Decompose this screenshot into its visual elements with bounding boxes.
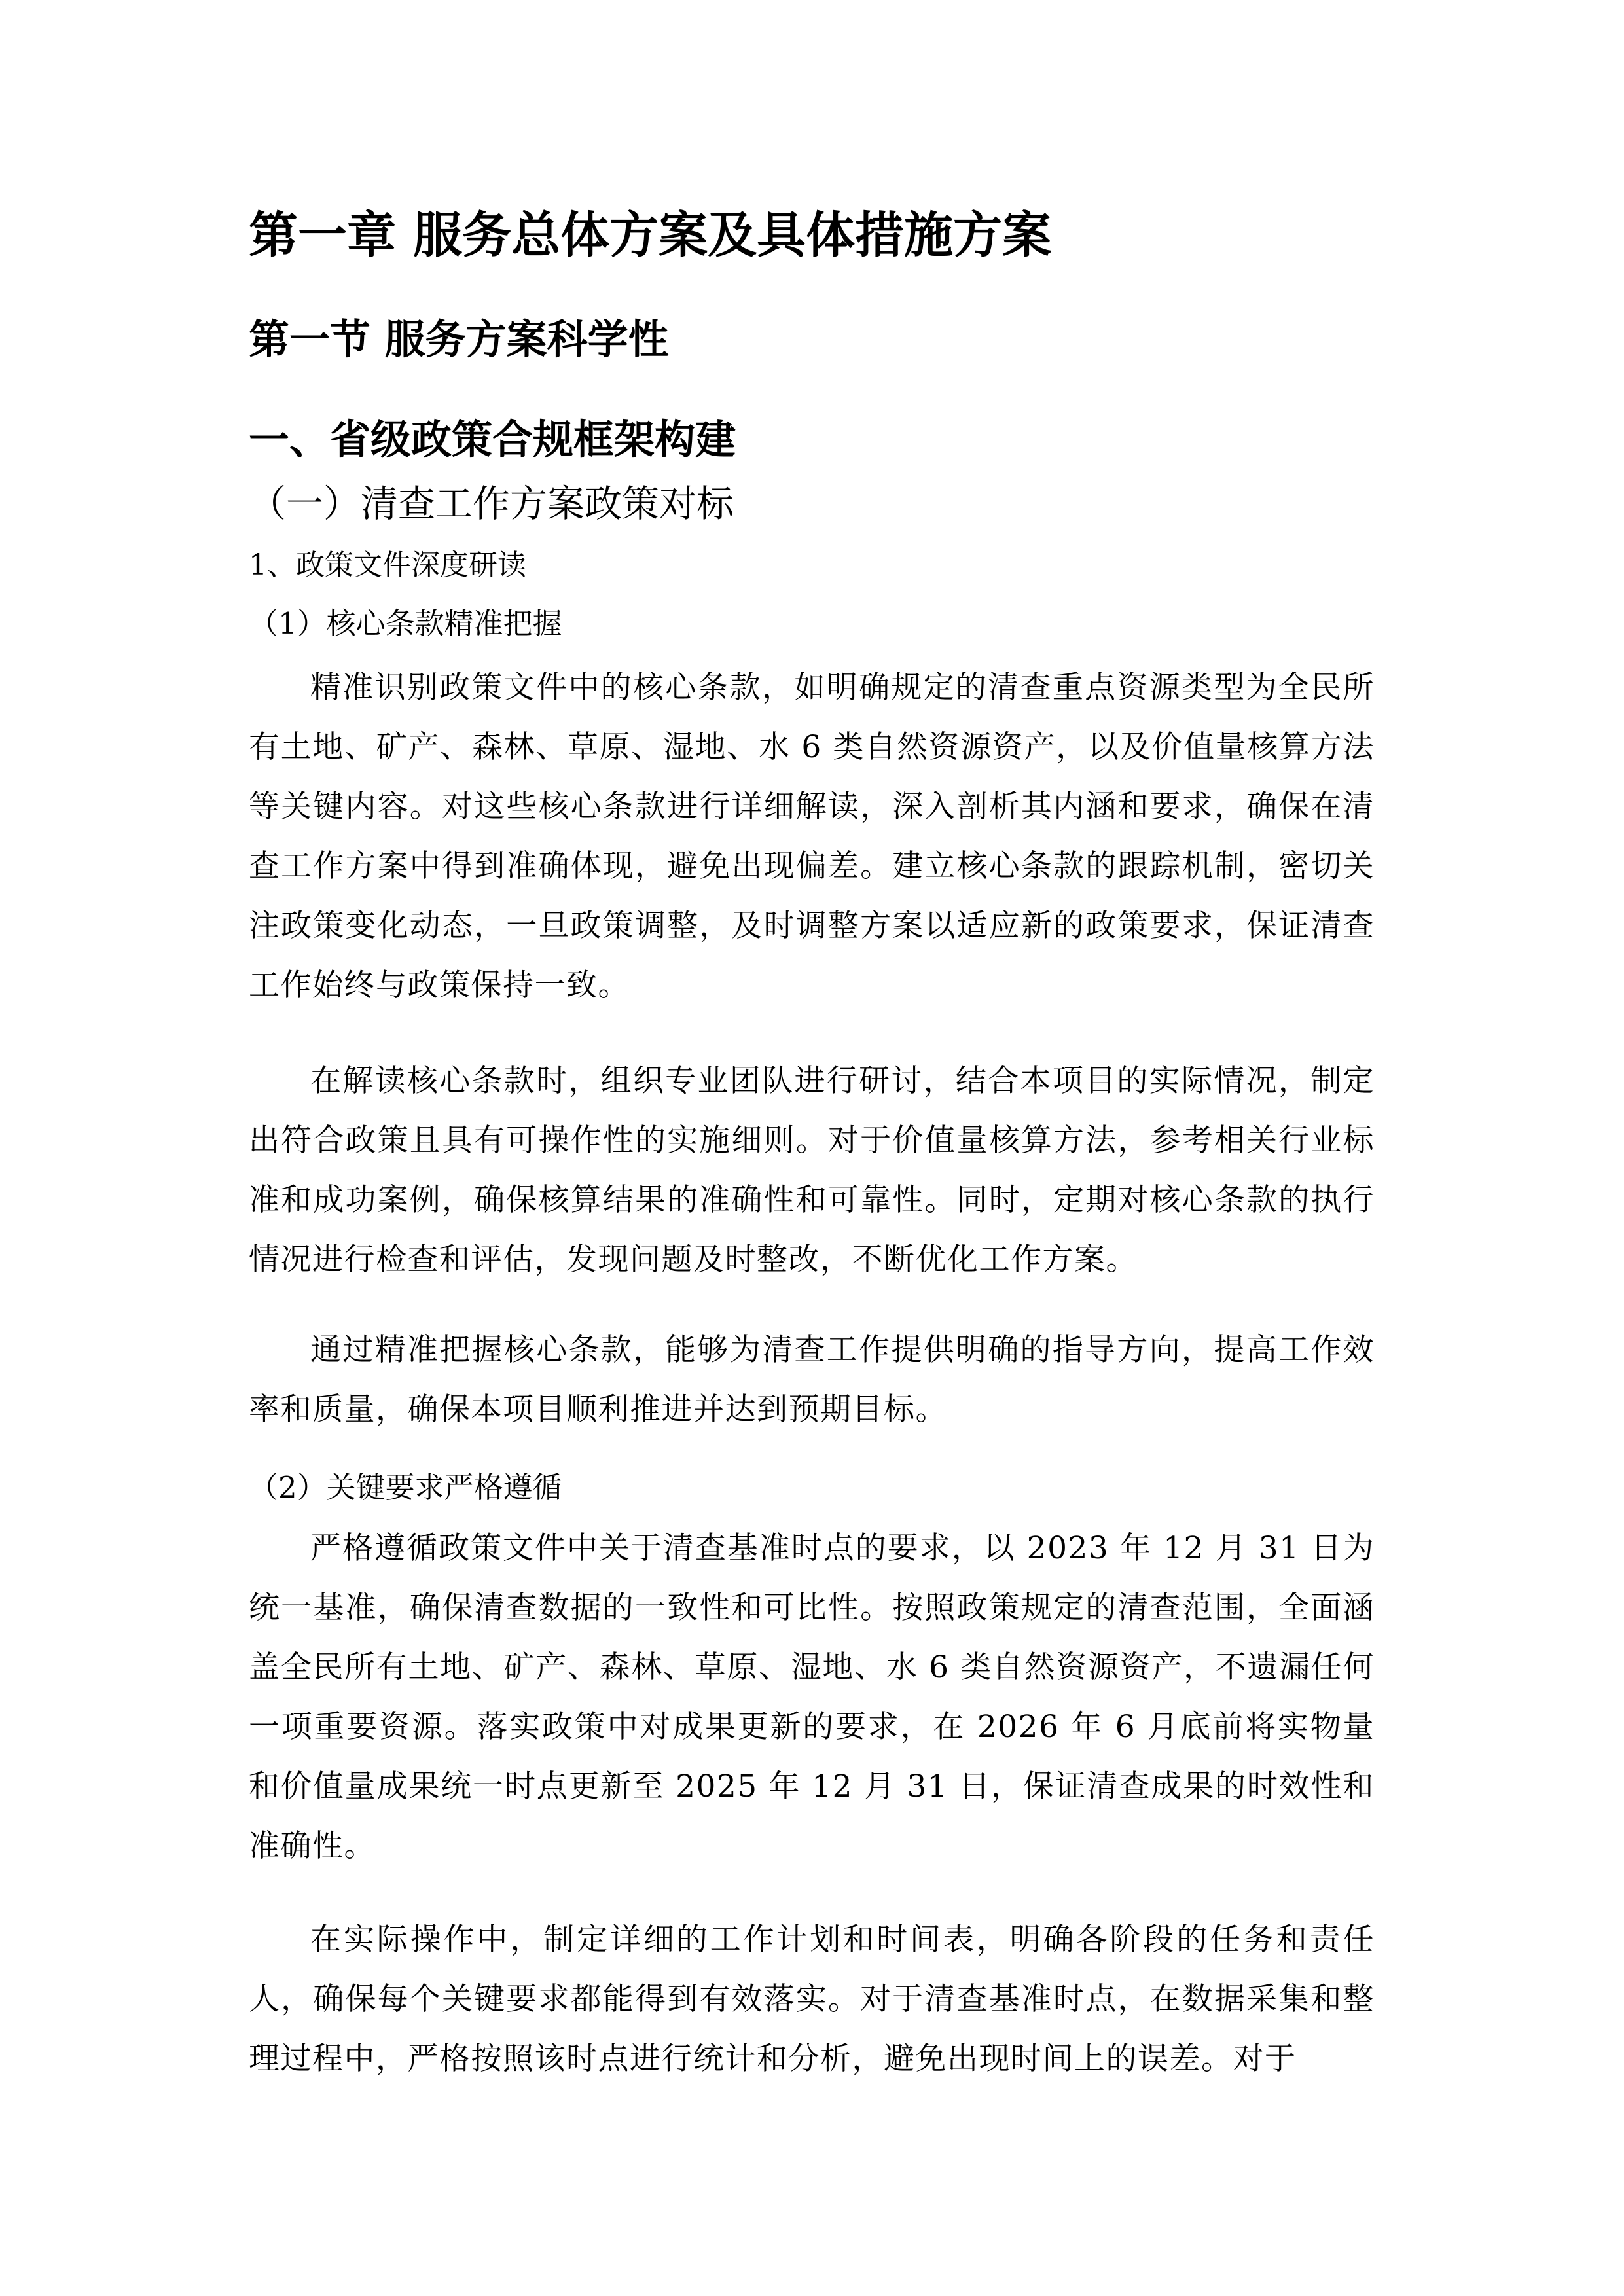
part-title: 一、省级政策合规框架构建 bbox=[249, 416, 736, 463]
subpart-title: （一）清查工作方案政策对标 bbox=[249, 482, 734, 526]
section-title: 第一节 服务方案科学性 bbox=[249, 315, 669, 363]
subitem-2-title: （2）关键要求严格遵循 bbox=[249, 1470, 562, 1505]
paragraph-key-requirements: 严格遵循政策文件中关于清查基准时点的要求，以 2023 年 12 月 31 日为统一基准，确保清查数据的一致性和可比性。按照政策规定的清查范围，全面涵盖全民所有土地、矿产、森林、草原、湿地、水 6 类自然资源资产，不遗漏任何一项重要资源。落实政策中对成果更新的要求，在 2026 年 6 月底前将实物量和价值量成果统一时点更新至 2025 年 12 月 31 日，保证清查成果的时效性和准确性。 bbox=[249, 1530, 1375, 1864]
paragraph-key-requirements-practice: 在实际操作中，制定详细的工作计划和时间表，明确各阶段的任务和责任人，确保每个关键要求都能得到有效落实。对于清查基准时点，在数据采集和整理过程中，严格按照该时点进行统计和分析，避免出现时间上的误差。对于 bbox=[249, 1922, 1375, 2077]
paragraph-core-clauses: 精准识别政策文件中的核心条款，如明确规定的清查重点资源类型为全民所有土地、矿产、森林、草原、湿地、水 6 类自然资源资产，以及价值量核算方法等关键内容。对这些核心条款进行详细解读，深入剖析其内涵和要求，确保在清查工作方案中得到准确体现，避免出现偏差。建立核心条款的跟踪机制，密切关注政策变化动态，一旦政策调整，及时调整方案以适应新的政策要求，保证清查工作始终与政策保持一致。 bbox=[249, 670, 1375, 1003]
paragraph-core-clauses-benefit: 通过精准把握核心条款，能够为清查工作提供明确的指导方向，提高工作效率和质量，确保本项目顺利推进并达到预期目标。 bbox=[249, 1332, 1375, 1427]
item-title: 1、政策文件深度研读 bbox=[249, 548, 526, 582]
chapter-title: 第一章 服务总体方案及具体措施方案 bbox=[249, 206, 1052, 264]
subitem-1-title: （1）核心条款精准把握 bbox=[249, 606, 562, 641]
paragraph-core-clauses-interpretation: 在解读核心条款时，组织专业团队进行研讨，结合本项目的实际情况，制定出符合政策且具有可操作性的实施细则。对于价值量核算方法，参考相关行业标准和成功案例，确保核算结果的准确性和可靠性。同时，定期对核心条款的执行情况进行检查和评估，发现问题及时整改，不断优化工作方案。 bbox=[249, 1063, 1375, 1278]
